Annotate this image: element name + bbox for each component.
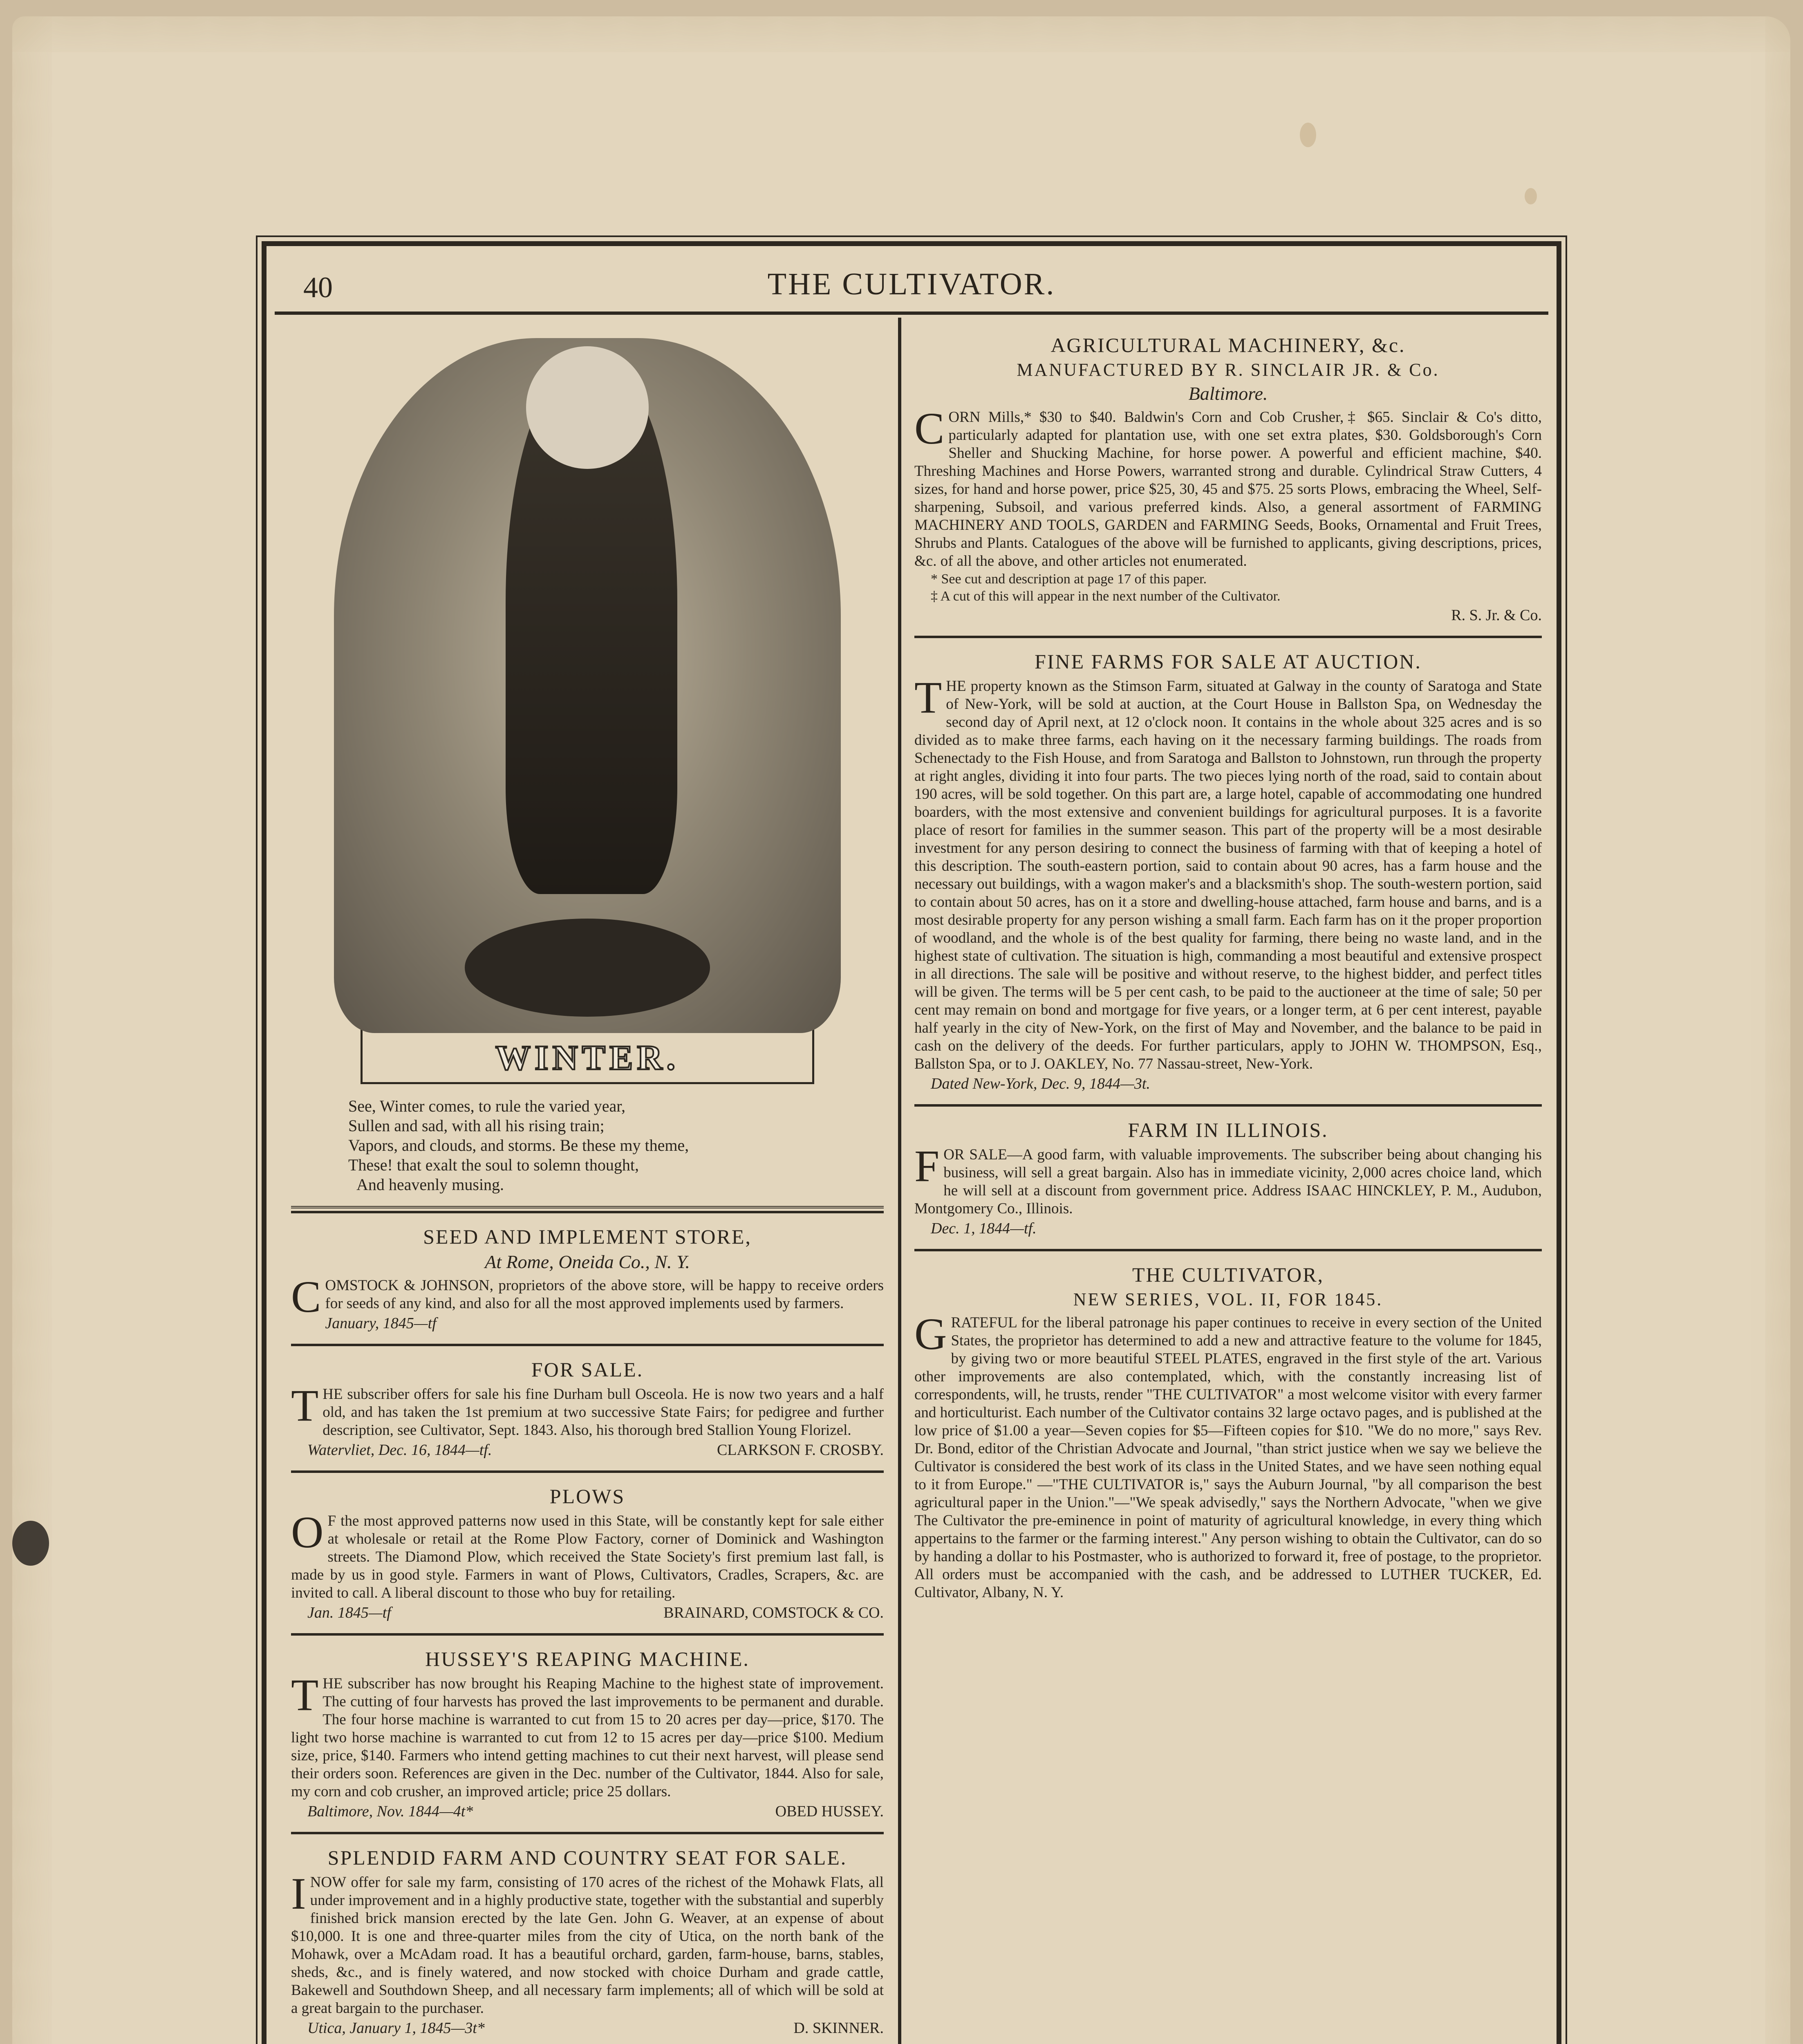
ad-body [914,1309,1542,1602]
ad-signer: BRAINARD, COMSTOCK & CO. [663,1604,884,1621]
ad-title: HUSSEY'S REAPING MACHINE. [425,1647,750,1670]
ad-signer: D. SKINNER. [793,2019,884,2037]
page-number: 40 [303,271,333,304]
section-rule [291,1832,884,1834]
ad-text: ORN Mills,* $30 to $40. Baldwin's Corn and Cob Crusher,‡ $65. Sinclair & Co's ditto, particularly adapted for plantation use, with one set extra plates, $30. Goldsborough's Corn Sheller and Shucking Machine, for horse power. A powerful and efficient machine, $40. Threshing Machines and Horse Powers, warranted strong and durable. Cylindrical Straw Cutters, 4 sizes, for hand and horse power, price $25, 30, 45 and $75. 25 sorts Plows, embracing the Wheel, Self-sharpening, Subsoil, and various preferred kinds. Also, a general assortment of FARMING MACHINERY AND TOOLS, GARDEN and FARMING Seeds, Books, Ornamental and Fruit Trees, Shrubs and Plants. Catalogues of the above will be furnished to applicants, giving descriptions, prices, &c. of all the above, and other articles not enumerated. [914,409,1542,569]
ad-dateline: Jan. 1845—tf [307,1604,391,1621]
ad-title: PLOWS [549,1485,625,1508]
drop-cap: T [291,1670,319,1720]
winter-poem [348,1096,884,1195]
ad-subheading: MANUFACTURED BY R. SINCLAIR JR. & Co. [1017,360,1440,380]
drop-cap: T [291,1381,319,1430]
ad-body [914,672,1542,1073]
ad-signer: R. S. Jr. & Co. [1451,607,1542,624]
drop-cap: C [914,403,945,453]
ad-signer: CLARKSON F. CROSBY. [717,1441,884,1459]
column-divider [898,318,901,2044]
drop-cap: G [914,1309,947,1359]
barrel [465,919,710,1017]
ad-title: AGRICULTURAL MACHINERY, &c. [1050,334,1406,356]
ad-dateline: Dated New-York, Dec. 9, 1844—3t. [931,1075,1150,1092]
ad-signature [931,1219,1542,1237]
ad-body [291,1507,884,1602]
section-rule [914,1249,1542,1251]
left-advertisements [291,1206,884,2037]
winter-face [526,346,649,469]
ad-text: OMSTOCK & JOHNSON, proprietors of the above store, will be happy to receive orders for seeds of any kind, and also for all the most approved implements used by farmers. [325,1277,884,1312]
ad-text: F the most approved patterns now used in this State, will be constantly kept for sale either at wholesale or retail at the Rome Plow Factory, corner of Dominick and Washington streets. The Diamond Plow, which received the State Society's first premium last fall, is made by us in good style. Farmers in want of Plows, Cultivators, Cradles, Scrapers, &c. are invited to call. A liberal discount to those who buy for retailing. [291,1513,884,1601]
ad-dateline: Utica, January 1, 1845—3t* [307,2019,485,2037]
ad-body [291,1670,884,1801]
ink-blot [12,1521,49,1566]
ad-signature [325,1314,884,1332]
header-rule [275,312,1548,315]
drop-cap: I [291,1869,306,1918]
ad-signature [307,1802,884,1820]
ad-title: SEED AND IMPLEMENT STORE, [423,1225,752,1248]
paper-stain [1525,188,1537,204]
ad-dateline: Baltimore, Nov. 1844—4t* [307,1803,473,1820]
ad-signature [931,606,1542,624]
section-rule [914,636,1542,638]
paper-stain [1300,123,1316,147]
poem-line: Sullen and sad, with all his rising train; [348,1116,605,1135]
poem-line: See, Winter comes, to rule the varied year, [348,1097,626,1115]
ad-subheading: NEW SERIES, VOL. II, FOR 1845. [1073,1289,1383,1309]
ad-text: OR SALE—A good farm, with valuable improvements. The subscriber being about changing his business, will sell a great bargain. Also has in immediate vicinity, 2,000 acres choice land, which he will sell at a discount from government price. Address ISAAC HINCKLEY, P. M., Audubon, Montgomery Co., Illinois. [914,1146,1542,1217]
ad-text: HE subscriber offers for sale his fine Durham bull Osceola. He is now two years and a half old, and has taken the 1st premium at two successive State Fairs; for pedigree and further description, see Cultivator, Sept. 1843. Also, his thorough bred Stallion Young Florizel. [323,1386,884,1439]
ad-text: HE subscriber has now brought his Reaping Machine to the highest state of improvement. The cutting of four harvests has proved the last improvements to be permanent and durable. The four horse machine is warranted to cut from 15 to 20 acres per day—price, $170. The light two horse machine is warranted to cut from 12 to 15 acres per day—price $100. Medium size, price, $140. Farmers who intend getting machines to cut their next harvest, will please send their orders soon. References are given in the Dec. number of the Cultivator, 1844. Also for sale, my corn and cob crusher, an improved article; price 25 dollars. [291,1675,884,1800]
right-advertisements [914,333,1542,1602]
ad-signature [307,2019,884,2037]
engraving-caption: WINTER. [361,1025,814,1084]
drop-cap: O [291,1507,324,1557]
section-rule [914,1104,1542,1107]
poem-line: And heavenly musing. [356,1175,504,1194]
ad-signature [307,1604,884,1622]
ad-body [914,1141,1542,1218]
ad-dateline: Watervliet, Dec. 16, 1844—tf. [307,1441,492,1459]
winter-engraving [334,338,841,1033]
footnote: * See cut and description at page 17 of this paper. [931,572,1207,587]
ad-text: NOW offer for sale my farm, consisting of 170 acres of the richest of the Mohawk Flats, all under improvement and in a highly productive state, together with the substantial and superbly finished brick mansion erected by the late Gen. John G. Weaver, at an expense of about $10,000. It is one and three-quarter miles from the city of Utica, on the north bank of the Mohawk, over a McAdam road. It has a beautiful orchard, garden, farm-house, barns, stables, sheds, &c., and is finely watered, and now stocked with choice Durham and grade cattle, Bakewell and Southdown Sheep, and all necessary farm implements; all of which will be sold at a great bargain to the purchaser. [291,1874,884,2017]
ad-location: Baltimore. [1188,383,1268,404]
ad-location: At Rome, Oneida Co., N. Y. [485,1251,690,1272]
drop-cap: C [291,1272,321,1322]
ad-signer: OBED HUSSEY. [775,1803,884,1820]
page-title: THE CULTIVATOR. [767,267,1056,301]
ad-body [291,1869,884,2017]
ad-title: FINE FARMS FOR SALE AT AUCTION. [1035,650,1422,673]
ad-signature [307,1441,884,1459]
poem-line: Vapors, and clouds, and storms. Be these my theme, [348,1136,689,1154]
poem-line: These! that exalt the soul to solemn thought, [348,1156,639,1174]
ad-text: HE property known as the Stimson Farm, situated at Galway in the county of Saratoga and State of New-York, will be sold at auction, at the Court House in Ballston Spa, on Wednesday the second day of April next, at 12 o'clock noon. It contains in the whole about 325 acres and is so divided as to make three farms, each having on it the necessary farming buildings. The roads from Schenectady to the Fish House, and from Saratoga and Ballston to Johnstown, run through the property at right angles, dividing it into four parts. The two pieces lying north of the road, said to contain about 190 acres, will be sold together. On this part are, a large hotel, capable of accommodating one hundred boarders, with the most extensive and convenient buildings for agricultural purposes. It is a favorite place of resort for families in the summer season. This part of the property will be a most desirable investment for any person desiring to connect the business of farming with that of keeping a hotel of this description. The south-eastern portion, said to contain about 90 acres, has a farm house and the necessary out buildings, with a wagon maker's and a blacksmith's shop. The south-western portion, said to contain about 50 acres, has on it a store and dwelling-house attached, farm house and barns, and is a most desirable property for any person wishing a small farm. Each farm has on it the proper proportion of woodland, and the whole is of the best quality for farming, there being no waste land, and in the highest state of cultivation. The situation is high, commanding a most beautiful and extensive prospect in all directions. The sale will be positive and without reserve, to the highest bidder, and perfect titles will be given. The terms will be 5 per cent cash, to be paid to the auctioneer at the time of sale; 50 per cent may remain on bond and mortgage for five years, or a longer term, at 6 per cent interest, payable half yearly in the city of New-York, on the first of May and November, and the balance to be paid in cash on the delivery of the deeds. For further particulars, apply to JOHN W. THOMPSON, Esq., Ballston Spa, or to J. OAKLEY, No. 77 Nassau-street, New-York. [914,678,1542,1072]
page-frame [262,241,1561,2044]
ad-text: RATEFUL for the liberal patronage his paper continues to receive in every section of the United States, the proprietor has determined to add a new and attractive feature to the volume for 1845, by giving two or more beautiful STEEL PLATES, engraved in the first style of the art. Various other improvements are also contemplated, which, with the constantly increasing list of correspondents, will, he trusts, render "THE CULTIVATOR" a most welcome visitor with every farmer and horticulturist. Each number of the Cultivator contains 32 large octavo pages, and is published at the low price of $1.00 a year—Seven copies for $5—Fifteen copies for $10. "We do no more," says Rev. Dr. Bond, editor of the Christian Advocate and Journal, "than strict justice when we say we believe the Cultivator is considered the best work of its class in the United States, and we have seen nothing equal to it from Europe." —"THE CULTIVATOR is," says the Auburn Journal, "by all comparison the best agricultural paper in the Union."—"We speak advisedly," says the Northern Advocate, "when we give The Cultivator the pre-eminence in point of maturity of agricultural knowledge, in every thing which appertains to the farmer or the farming interest." Any person wishing to obtain the Cultivator, can do so by handing a dollar to his Postmaster, who is authorized to forward it, free of postage, to the proprietor. All orders must be accompanied with the cash, and be addressed to LUTHER TUCKER, Ed. Cultivator, Albany, N. Y. [914,1314,1542,1601]
drop-cap: T [914,672,942,722]
right-column [914,322,1542,1602]
footnote: ‡ A cut of this will appear in the next number of the Cultivator. [931,589,1281,604]
section-rule [291,1344,884,1346]
left-column [291,322,884,2037]
ad-body [291,1272,884,1322]
section-rule [291,1633,884,1636]
ad-body [291,1381,884,1439]
section-rule [291,1470,884,1473]
drop-cap: F [914,1141,940,1191]
ad-dateline: Dec. 1, 1844—tf. [931,1220,1037,1237]
ad-title: FOR SALE. [531,1358,644,1381]
section-rule [291,1206,884,1213]
ad-signature [931,1075,1542,1093]
ad-dateline: January, 1845—tf [325,1315,437,1332]
ad-title: SPLENDID FARM AND COUNTRY SEAT FOR SALE. [327,1846,847,1869]
ad-body [914,403,1542,570]
ad-title: FARM IN ILLINOIS. [1128,1118,1328,1141]
ad-title: THE CULTIVATOR, [1132,1263,1324,1286]
